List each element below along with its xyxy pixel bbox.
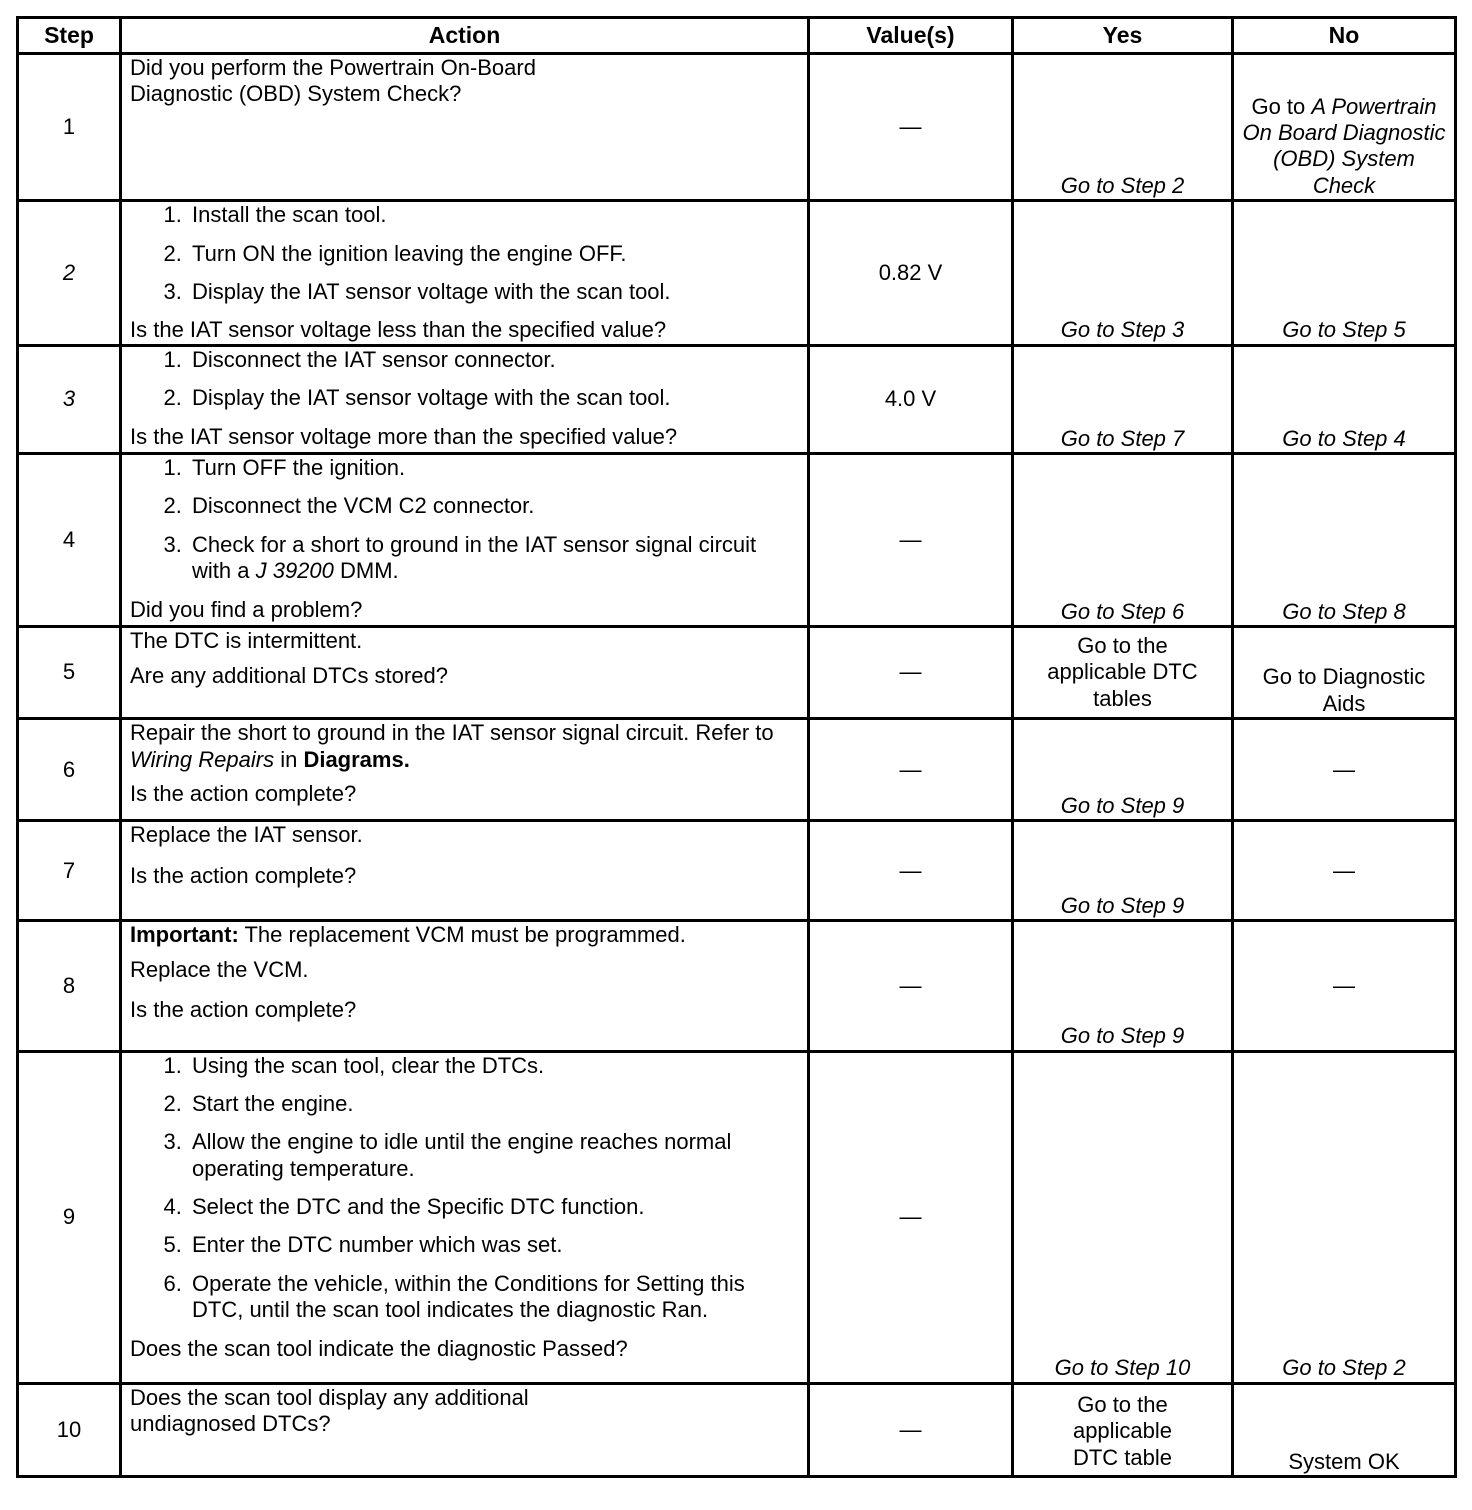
- ref-title: Wiring Repairs: [130, 746, 275, 772]
- ref-section: Diagrams.: [303, 746, 410, 772]
- no-cell: Go to Step 8: [1233, 453, 1456, 626]
- no-cell: —: [1233, 921, 1456, 1051]
- value-cell: 0.82 V: [809, 201, 1013, 346]
- action-text: Replace the VCM.: [130, 956, 309, 982]
- yes-cell: Go to Step 9: [1013, 719, 1233, 821]
- table-row-step-2: [18, 201, 1456, 346]
- action-text: The DTC is intermittent.: [130, 628, 363, 654]
- no-prefix: Go to: [1251, 93, 1312, 119]
- action-step-item: 2. Display the IAT sensor voltage with the scan tool.: [188, 385, 799, 411]
- yes-cell: Go to Step 3: [1013, 201, 1233, 346]
- action-step-item: 1. Turn OFF the ignition.: [188, 455, 799, 481]
- action-question: Is the IAT sensor voltage more than the specified value?: [130, 423, 678, 449]
- repair-text: Repair the short to ground in the IAT sensor signal circuit.: [130, 720, 690, 746]
- important-note: [130, 922, 799, 948]
- action-question: Did you perform the Powertrain On-Board Diagnostic (OBD) System Check?: [130, 55, 536, 107]
- value-cell: 4.0 V: [809, 345, 1013, 453]
- action-step-item: 1. Using the scan tool, clear the DTCs.: [188, 1053, 779, 1079]
- important-text: The replacement VCM must be programmed.: [238, 922, 686, 948]
- action-step-item: 3. Allow the engine to idle until the engine reaches normal operating temperature.: [188, 1129, 779, 1182]
- no-cell: —: [1233, 719, 1456, 821]
- action-cell: [121, 1051, 809, 1383]
- no-cell: —: [1233, 821, 1456, 921]
- header-yes: Yes: [1013, 18, 1233, 54]
- action-step-item: 2. Turn ON the ignition leaving the engine OFF.: [188, 241, 799, 267]
- action-step-item: 3. Display the IAT sensor voltage with the scan tool.: [188, 279, 799, 305]
- header-row: [18, 18, 1456, 54]
- action-cell: [121, 54, 809, 201]
- action-cell: [121, 453, 809, 626]
- diagnostic-table: [16, 16, 1457, 1478]
- step-number: 2: [18, 201, 121, 346]
- ref-mid: in: [274, 746, 304, 772]
- table-row-step-8: [18, 921, 1456, 1051]
- step-number: 6: [18, 719, 121, 821]
- action-question: Is the action complete?: [130, 780, 357, 806]
- important-label: Important:: [130, 922, 239, 948]
- no-cell: Go to Step 2: [1233, 1051, 1456, 1383]
- step-number: 1: [18, 54, 121, 201]
- header-step: Step: [18, 18, 121, 54]
- action-step-item: 1. Install the scan tool.: [188, 202, 799, 228]
- step-number: 5: [18, 627, 121, 719]
- value-cell: —: [809, 453, 1013, 626]
- action-question: Does the scan tool display any additional undiagnosed DTCs?: [130, 1384, 529, 1437]
- table-row-step-1: [18, 54, 1456, 201]
- action-steps: [130, 455, 799, 585]
- step-text: Check for a short to ground in the IAT sensor signal circuit with a: [192, 531, 757, 584]
- value-cell: —: [809, 1383, 1013, 1476]
- yes-cell: Go to the applicable DTC tables: [1013, 627, 1233, 719]
- table-row-step-4: [18, 453, 1456, 626]
- step-number: 10: [18, 1383, 121, 1476]
- action-step-item: [188, 532, 799, 585]
- action-step-item: 4. Select the DTC and the Specific DTC function.: [188, 1194, 779, 1220]
- table-row-step-7: [18, 821, 1456, 921]
- action-steps: [130, 347, 799, 412]
- action-cell: [121, 821, 809, 921]
- yes-cell: Go to the applicable DTC table: [1013, 1383, 1233, 1476]
- action-text: [130, 720, 799, 773]
- step-number: 3: [18, 345, 121, 453]
- value-cell: —: [809, 821, 1013, 921]
- action-text: Replace the IAT sensor.: [130, 822, 363, 848]
- yes-cell: Go to Step 10: [1013, 1051, 1233, 1383]
- action-cell: [121, 627, 809, 719]
- yes-cell: Go to Step 7: [1013, 345, 1233, 453]
- tool-number: J 39200: [255, 558, 334, 584]
- action-question: Does the scan tool indicate the diagnostic Passed?: [130, 1335, 628, 1361]
- action-question: Did you find a problem?: [130, 596, 363, 622]
- header-no: No: [1233, 18, 1456, 54]
- action-question: Is the IAT sensor voltage less than the specified value?: [130, 317, 667, 343]
- yes-cell: Go to Step 9: [1013, 821, 1233, 921]
- action-question: Are any additional DTCs stored?: [130, 662, 448, 688]
- table-row-step-6: [18, 719, 1456, 821]
- header-values: Value(s): [809, 18, 1013, 54]
- step-text: DMM.: [333, 558, 399, 584]
- value-cell: —: [809, 921, 1013, 1051]
- action-step-item: 5. Enter the DTC number which was set.: [188, 1232, 779, 1258]
- action-step-item: 1. Disconnect the IAT sensor connector.: [188, 347, 799, 373]
- value-cell: —: [809, 54, 1013, 201]
- step-number: 7: [18, 821, 121, 921]
- yes-cell: Go to Step 2: [1013, 54, 1233, 201]
- action-question: Is the action complete?: [130, 862, 357, 888]
- action-step-item: 6. Operate the vehicle, within the Conditions for Setting this DTC, until the scan tool indicates the diagnostic Ran.: [188, 1271, 779, 1324]
- no-cell: Go to Diagnostic Aids: [1233, 627, 1456, 719]
- header-action: Action: [121, 18, 809, 54]
- no-reference: A Powertrain On Board Diagnostic (OBD) System Check: [1242, 93, 1446, 198]
- action-steps: [130, 202, 799, 305]
- no-cell: [1233, 54, 1456, 201]
- value-cell: —: [809, 627, 1013, 719]
- action-cell: [121, 345, 809, 453]
- action-step-item: 2. Start the engine.: [188, 1091, 779, 1117]
- action-question: Is the action complete?: [130, 997, 357, 1023]
- action-cell: [121, 921, 809, 1051]
- yes-cell: Go to Step 9: [1013, 921, 1233, 1051]
- table-row-step-10: [18, 1383, 1456, 1476]
- table-row-step-3: [18, 345, 1456, 453]
- step-number: 4: [18, 453, 121, 626]
- table-row-step-5: [18, 627, 1456, 719]
- action-cell: [121, 719, 809, 821]
- table-row-step-9: [18, 1051, 1456, 1383]
- action-step-item: 2. Disconnect the VCM C2 connector.: [188, 493, 799, 519]
- no-cell: System OK: [1233, 1383, 1456, 1476]
- no-cell: Go to Step 4: [1233, 345, 1456, 453]
- action-cell: [121, 1383, 809, 1476]
- yes-cell: Go to Step 6: [1013, 453, 1233, 626]
- value-cell: —: [809, 719, 1013, 821]
- no-cell: Go to Step 5: [1233, 201, 1456, 346]
- ref-prefix: Refer to: [695, 720, 774, 746]
- step-number: 9: [18, 1051, 121, 1383]
- value-cell: —: [809, 1051, 1013, 1383]
- action-steps: [130, 1053, 799, 1324]
- step-number: 8: [18, 921, 121, 1051]
- action-cell: [121, 201, 809, 346]
